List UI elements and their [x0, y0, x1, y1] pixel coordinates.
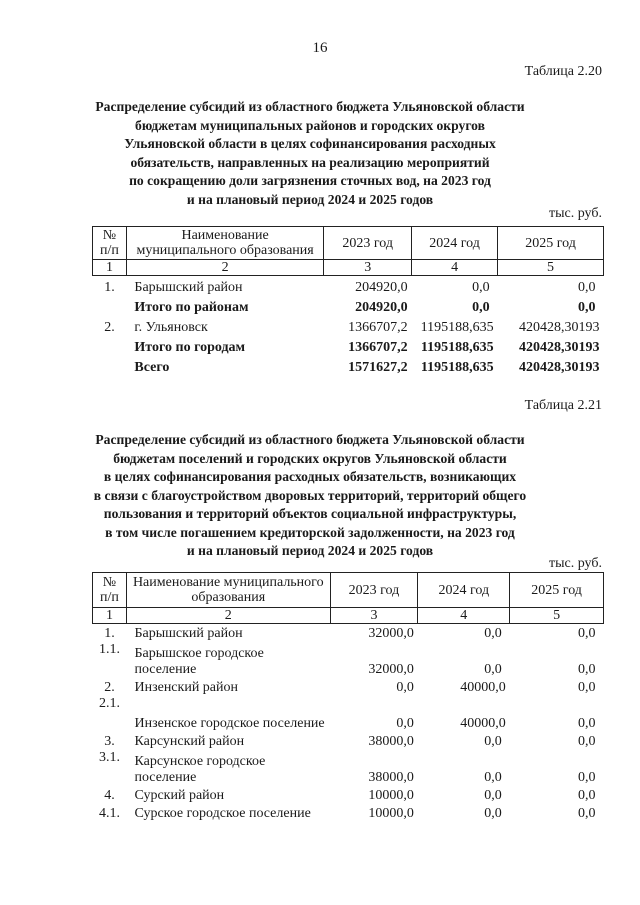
value-2024: 0,0 — [484, 626, 502, 641]
table-row — [93, 750, 604, 786]
value-2025: 0,0 — [578, 716, 596, 731]
header-number: № п/п — [93, 227, 127, 260]
table-row — [93, 732, 604, 750]
header-name: Наименование муниципального образования — [126, 573, 330, 608]
subsidy-table — [92, 226, 604, 376]
value-2023: 1366707,2 — [348, 320, 408, 335]
table-title: Распределение субсидий из областного бюджета Ульяновской области бюджетам поселений и городских округов Ульяновской области в целях софинансирования расходных обязательств, возникающих в связи с благоустройством дворовых территорий, территорий общего пользования и территорий объектов социальной инфраструктуры, в том числе погашением кредиторской задолженности, на 2023 год и на плановый период 2024 и 2025 годов — [93, 432, 527, 558]
subtotal-row — [93, 296, 604, 316]
column-number: 1 — [93, 608, 127, 624]
value-2025: 420428,30193 — [519, 320, 600, 335]
value-2025: 0,0 — [578, 626, 596, 641]
table-row — [93, 678, 604, 696]
value-2024: 0,0 — [484, 734, 502, 749]
row-name: Карсунский район — [134, 734, 245, 749]
header-name: Наименование муниципального образования — [126, 227, 323, 260]
value-2024: 0,0 — [472, 280, 490, 295]
row-name: Итого по городам — [134, 340, 246, 355]
value-2025: 0,0 — [578, 788, 596, 803]
row-number — [93, 336, 127, 356]
row-name: Барышский район — [134, 626, 243, 641]
table-row — [93, 624, 604, 643]
row-number: 1. — [104, 280, 115, 295]
header-2024: 2024 год — [418, 573, 510, 608]
header-2023: 2023 год — [324, 227, 412, 260]
value-2023: 204920,0 — [355, 300, 408, 315]
row-name: Барышский район — [134, 280, 243, 295]
header-2025: 2025 год — [510, 573, 604, 608]
value-2023: 10000,0 — [368, 788, 414, 803]
row-number: 3. — [104, 734, 115, 749]
row-number: 2. — [104, 680, 115, 695]
value-2024: 0,0 — [484, 788, 502, 803]
header-2025: 2025 год — [498, 227, 604, 260]
row-name: Инзенский район — [134, 680, 239, 695]
column-number: 4 — [412, 260, 498, 276]
column-number: 5 — [498, 260, 604, 276]
table-title: Распределение субсидий из областного бюджета Ульяновской области бюджетам муниципальных районов и городских округов Ульяновской области в целях софинансирования расходных обязательств, направленных на реализацию мероприятий по сокращению доли загрязнения сточных вод, на 2023 год и на плановый период 2024 и 2025 годов — [95, 99, 525, 207]
value-2024: 40000,0 — [460, 716, 506, 731]
table-row — [93, 316, 604, 336]
value-2023: 38000,0 — [368, 734, 414, 749]
row-name: г. Ульяновск — [134, 320, 208, 335]
table-row — [93, 642, 604, 678]
column-number: 5 — [510, 608, 604, 624]
value-2025: 0,0 — [578, 734, 596, 749]
value-2024: 1195188,635 — [420, 320, 494, 335]
row-name: Барышское городское поселение — [134, 646, 264, 677]
value-2024: 1195188,635 — [420, 340, 494, 355]
column-number: 1 — [93, 260, 127, 276]
row-number: 4. — [104, 788, 115, 803]
value-2025: 0,0 — [578, 770, 596, 785]
row-name: Инзенское городское поселение — [134, 716, 325, 731]
column-number: 2 — [126, 608, 330, 624]
row-number: 1.1. — [98, 642, 120, 657]
unit-label: тыс. руб. — [549, 556, 602, 571]
value-2024: 0,0 — [484, 662, 502, 677]
value-2023: 32000,0 — [368, 626, 414, 641]
table-row — [93, 786, 604, 804]
value-2025: 420428,30193 — [519, 340, 600, 355]
table-label: Таблица 2.21 — [524, 398, 602, 413]
value-2023: 1571627,2 — [348, 360, 408, 375]
row-number: 2. — [104, 320, 115, 335]
value-2024: 40000,0 — [460, 680, 506, 695]
value-2025: 0,0 — [578, 662, 596, 677]
column-number: 3 — [330, 608, 418, 624]
value-2024: 0,0 — [484, 770, 502, 785]
row-number — [93, 296, 127, 316]
column-number: 3 — [324, 260, 412, 276]
value-2025: 420428,30193 — [519, 360, 600, 375]
row-number: 2.1. — [98, 696, 120, 711]
value-2024: 1195188,635 — [420, 360, 494, 375]
row-number: 3.1. — [98, 750, 120, 765]
row-name: Всего — [134, 360, 170, 375]
value-2023: 38000,0 — [368, 770, 414, 785]
page-number: 16 — [312, 40, 328, 56]
row-name: Итого по районам — [134, 300, 249, 315]
row-name: Сурский район — [134, 788, 225, 803]
row-number: 4.1. — [98, 806, 120, 821]
row-name: Сурское городское поселение — [134, 806, 311, 821]
row-number: 1. — [104, 626, 115, 641]
column-number: 2 — [126, 260, 323, 276]
value-2023: 0,0 — [396, 680, 414, 695]
header-2023: 2023 год — [330, 573, 418, 608]
table-row — [93, 804, 604, 822]
value-2023: 10000,0 — [368, 806, 414, 821]
subtotal-row — [93, 336, 604, 356]
value-2023: 32000,0 — [368, 662, 414, 677]
table-row — [93, 696, 604, 732]
header-2024: 2024 год — [412, 227, 498, 260]
value-2023: 0,0 — [396, 716, 414, 731]
value-2025: 0,0 — [578, 806, 596, 821]
value-2023: 1366707,2 — [348, 340, 408, 355]
table-label: Таблица 2.20 — [524, 64, 602, 79]
value-2025: 0,0 — [578, 300, 596, 315]
row-number — [93, 356, 127, 376]
unit-label: тыс. руб. — [549, 206, 602, 221]
value-2024: 0,0 — [472, 300, 490, 315]
value-2025: 0,0 — [578, 680, 596, 695]
value-2024: 0,0 — [484, 806, 502, 821]
header-number: № п/п — [93, 573, 127, 608]
row-name: Карсунское городское поселение — [134, 754, 266, 785]
column-number: 4 — [418, 608, 510, 624]
table-row — [93, 276, 604, 297]
subsidy-table — [92, 572, 604, 822]
value-2023: 204920,0 — [355, 280, 408, 295]
value-2025: 0,0 — [578, 280, 596, 295]
total-row — [93, 356, 604, 376]
